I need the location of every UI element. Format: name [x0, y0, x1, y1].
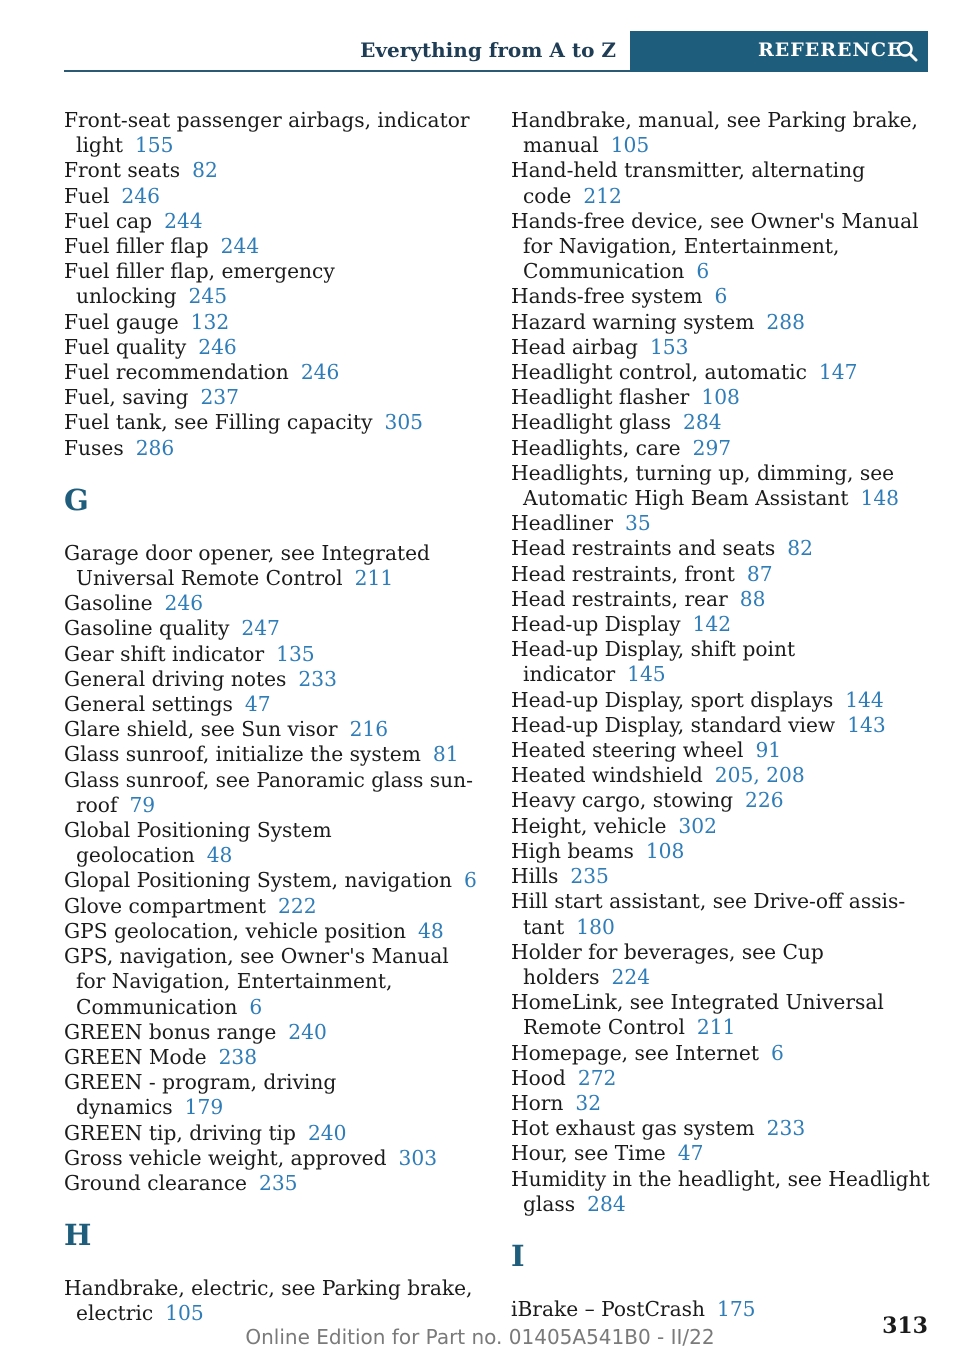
- index-entry: [511, 158, 936, 208]
- index-term: Fuses: [64, 435, 124, 460]
- page-reference-link[interactable]: 47: [244, 692, 271, 717]
- index-entry: [511, 940, 936, 990]
- index-entry: [511, 461, 936, 511]
- index-term: Height, vehicle: [511, 813, 667, 838]
- page-reference-link[interactable]: 233: [298, 666, 337, 691]
- index-entry: [64, 360, 484, 385]
- page-reference-link[interactable]: 233: [766, 1116, 806, 1141]
- index-term: GPS geolocation, vehicle position: [64, 918, 407, 943]
- index-term: Handbrake, electric, see Parking brake, electric: [64, 1276, 473, 1326]
- page-number: 313: [882, 1313, 928, 1339]
- index-term: Handbrake, manual, see Parking brake, manual: [511, 108, 918, 158]
- page-reference-link[interactable]: 244: [164, 208, 203, 233]
- index-term: Hazard warning system: [511, 309, 755, 334]
- page-reference-link[interactable]: 88: [739, 586, 766, 611]
- index-term: Fuel filler flap, emergency unlocking: [64, 259, 335, 309]
- page-reference-link[interactable]: 180: [576, 914, 615, 939]
- index-entry: [511, 410, 936, 435]
- index-entry: [64, 108, 484, 158]
- index-term: Front seats: [64, 158, 181, 183]
- index-term: Head-up Display: [511, 612, 681, 637]
- index-term: Fuel tank, see Filling capacity: [64, 410, 373, 435]
- page-reference-link[interactable]: 153: [649, 334, 689, 359]
- index-entry: [64, 591, 484, 616]
- index-entry: [511, 864, 936, 889]
- page-reference-link[interactable]: 145: [627, 662, 666, 687]
- page-reference-link[interactable]: 147: [818, 360, 858, 385]
- index-term: iBrake – PostCrash: [511, 1296, 705, 1321]
- page-reference-link[interactable]: 155: [134, 133, 174, 158]
- page-reference-link[interactable]: 108: [645, 838, 685, 863]
- index-entry: [64, 1020, 484, 1045]
- index-term: Gear shift indicator: [64, 641, 265, 666]
- index-term: Gasoline: [64, 591, 153, 616]
- page-reference-link[interactable]: 6: [249, 994, 263, 1019]
- index-term: Gasoline quality: [64, 616, 230, 641]
- page-reference-link[interactable]: 148: [860, 486, 900, 511]
- page-reference-link[interactable]: 286: [135, 435, 175, 460]
- index-entry: [511, 360, 936, 385]
- index-entry: [64, 209, 484, 234]
- index-term: HomeLink, see Integrated Universal Remote Control: [511, 990, 884, 1040]
- index-entry: [64, 1171, 484, 1196]
- page-reference-link[interactable]: 211: [696, 1015, 736, 1040]
- page-reference-link[interactable]: 108: [701, 385, 740, 410]
- index-entry: [511, 536, 936, 561]
- index-entry: [511, 637, 936, 687]
- index-entry: [511, 713, 936, 738]
- page-reference-link[interactable]: 237: [200, 385, 239, 410]
- index-term: Garage door opener, see Integrated Universal Remote Control: [64, 540, 430, 591]
- index-term: Fuel gauge: [64, 309, 179, 334]
- page-reference-link[interactable]: 6: [464, 868, 477, 893]
- chapter-title: Everything from A to Z: [360, 38, 616, 62]
- section-letter: H: [64, 1218, 92, 1253]
- page-reference-link[interactable]: 245: [188, 284, 228, 309]
- index-term: Head-up Display, standard view: [511, 712, 836, 737]
- page-reference-link[interactable]: 216: [349, 717, 389, 742]
- index-term: Glass sunroof, see Panoramic glass sunroof: [64, 767, 473, 817]
- index-term: Hand-held transmitter, alternating code: [511, 158, 866, 208]
- page-reference-link[interactable]: 35: [625, 511, 651, 536]
- index-term: Fuel recommendation: [64, 360, 289, 385]
- index-entry: [64, 1146, 484, 1171]
- index-term: Heavy cargo, stowing: [511, 788, 734, 813]
- page-reference-link[interactable]: 81: [432, 742, 459, 767]
- index-term: GREEN bonus range: [64, 1019, 277, 1044]
- index-entry: [511, 839, 936, 864]
- page-reference-link[interactable]: 235: [258, 1170, 298, 1195]
- index-entry: [511, 738, 936, 763]
- reference-tab: [630, 31, 928, 72]
- page-reference-link[interactable]: 6: [714, 284, 728, 309]
- index-term: Glass sunroof, initialize the system: [64, 742, 421, 767]
- index-entry: [511, 385, 936, 410]
- index-entry: [511, 335, 936, 360]
- index-entry: [64, 436, 484, 461]
- index-term: Glopal Positioning System, navigation: [64, 868, 453, 893]
- index-entry: [64, 410, 484, 435]
- index-term: Fuel: [64, 183, 110, 208]
- index-term: Headlight glass: [511, 410, 672, 435]
- page-reference-link[interactable]: 47: [677, 1141, 704, 1166]
- index-term: Headliner: [511, 511, 614, 536]
- index-entry: [64, 310, 484, 335]
- page-reference-link[interactable]: 272: [577, 1065, 617, 1090]
- index-entry: [511, 1141, 936, 1166]
- index-entry: [64, 1276, 484, 1326]
- edition-watermark: Online Edition for Part no. 01405A541B0 - II/22: [245, 1325, 715, 1349]
- index-term: Head-up Display, shift point indicator: [511, 637, 796, 687]
- page-reference-link[interactable]: 297: [692, 435, 732, 460]
- index-term: Glove compartment: [64, 893, 267, 918]
- index-term: Head restraints and seats: [511, 536, 776, 561]
- index-entry: [64, 1121, 484, 1146]
- page-reference-link[interactable]: 246: [198, 334, 237, 359]
- index-term: GREEN - program, driving dynamics: [64, 1070, 337, 1120]
- index-term: Head-up Display, sport displays: [511, 687, 834, 712]
- page-reference-link[interactable]: 205, 208: [714, 763, 805, 788]
- page-reference-link[interactable]: 226: [745, 788, 784, 813]
- index-entry: [64, 335, 484, 360]
- page-reference-link[interactable]: 32: [575, 1090, 602, 1115]
- page-reference-link[interactable]: 238: [218, 1044, 258, 1069]
- index-entry: [64, 868, 484, 893]
- index-entry: [511, 108, 936, 158]
- index-entry: [511, 763, 936, 788]
- page-reference-link[interactable]: 246: [300, 360, 340, 385]
- page-reference-link[interactable]: 6: [696, 259, 710, 284]
- page-reference-link[interactable]: 82: [192, 158, 218, 183]
- index-term: Fuel filler flap: [64, 234, 209, 259]
- page-reference-link[interactable]: 303: [398, 1145, 438, 1170]
- index-entry: [511, 788, 936, 813]
- index-term: Fuel, saving: [64, 385, 189, 410]
- page-reference-link[interactable]: 179: [184, 1095, 224, 1120]
- index-term: Headlight control, automatic: [511, 360, 807, 385]
- page-reference-link[interactable]: 105: [165, 1301, 204, 1326]
- page-reference-link[interactable]: 247: [241, 616, 280, 641]
- index-term: Horn: [511, 1090, 564, 1115]
- page-reference-link[interactable]: 212: [583, 183, 622, 208]
- index-term: GPS, navigation, see Owner's Manual for Navigation, Entertainment, Communication: [64, 944, 449, 1019]
- index-entry: [64, 616, 484, 641]
- page-reference-link[interactable]: 284: [683, 410, 722, 435]
- index-term: GREEN Mode: [64, 1044, 207, 1069]
- index-term: General driving notes: [64, 666, 287, 691]
- index-entry: [511, 612, 936, 637]
- page-reference-link[interactable]: 48: [206, 843, 233, 868]
- index-term: Hills: [511, 864, 559, 889]
- page-reference-link[interactable]: 82: [787, 536, 813, 561]
- index-entry: [64, 234, 484, 259]
- index-entry: [511, 511, 936, 536]
- index-entry: [511, 587, 936, 612]
- page-reference-link[interactable]: 305: [384, 410, 424, 435]
- index-term: Homepage, see Internet: [511, 1040, 759, 1065]
- index-entry: [64, 717, 484, 742]
- index-entry: [64, 919, 484, 944]
- page-reference-link[interactable]: 224: [611, 964, 651, 989]
- index-entry: [511, 1167, 936, 1217]
- index-entry: [511, 1066, 936, 1091]
- index-entry: [64, 1070, 484, 1120]
- page-reference-link[interactable]: 6: [770, 1040, 784, 1065]
- index-column-right: [511, 108, 936, 1322]
- page-reference-link[interactable]: 144: [845, 687, 884, 712]
- index-entry: [511, 1041, 936, 1066]
- header-rule: [64, 70, 630, 72]
- index-term: Hill start assistant, see Drive-off assistant: [511, 889, 906, 939]
- index-entry: [64, 184, 484, 209]
- index-term: Hands-free device, see Owner's Manual for Navigation, Entertainment, Communication: [511, 208, 919, 284]
- index-entry: [64, 667, 484, 692]
- index-entry: [64, 768, 484, 818]
- page-reference-link[interactable]: 284: [587, 1191, 626, 1216]
- page-reference-link[interactable]: 240: [307, 1120, 347, 1145]
- index-term: Headlights, turning up, dimming, see Automatic High Beam Assistant: [511, 460, 895, 511]
- index-term: Hour, see Time: [511, 1141, 666, 1166]
- page-reference-link[interactable]: 244: [220, 234, 260, 259]
- index-entry: [511, 1091, 936, 1116]
- index-term: Holder for beverages, see Cup holders: [511, 939, 824, 989]
- index-term: Head airbag: [511, 334, 638, 359]
- index-entry: [64, 944, 484, 1020]
- index-term: Fuel cap: [64, 208, 153, 233]
- index-entry: [64, 692, 484, 717]
- page-reference-link[interactable]: 240: [288, 1019, 327, 1044]
- index-term: Hot exhaust gas system: [511, 1116, 755, 1141]
- page-reference-link[interactable]: 222: [278, 893, 317, 918]
- index-entry: [64, 642, 484, 667]
- index-entry: [64, 894, 484, 919]
- reference-tab-label: REFERENCE: [758, 39, 903, 61]
- page-reference-link[interactable]: 211: [354, 566, 394, 591]
- page-reference-link[interactable]: 235: [570, 864, 609, 889]
- index-entry: [511, 990, 936, 1040]
- index-entry: [511, 284, 936, 309]
- index-entry: [511, 889, 936, 939]
- magnifier-icon: [896, 40, 918, 62]
- index-entry: [64, 1045, 484, 1070]
- section-letter: I: [511, 1238, 525, 1273]
- index-term: Head restraints, front: [511, 561, 735, 586]
- index-term: Headlight flasher: [511, 385, 690, 410]
- index-entry: [511, 814, 936, 839]
- page-reference-link[interactable]: 48: [418, 918, 444, 943]
- index-entry: [511, 310, 936, 335]
- index-term: General settings: [64, 692, 233, 717]
- page-reference-link[interactable]: 79: [129, 792, 156, 817]
- index-term: Head restraints, rear: [511, 586, 728, 611]
- index-entry: [64, 259, 484, 309]
- index-term: Heated steering wheel: [511, 738, 744, 763]
- index-entry: [511, 1297, 936, 1322]
- index-term: Global Positioning System geolocation: [64, 818, 332, 868]
- page-reference-link[interactable]: 142: [692, 612, 732, 637]
- index-entry: [64, 818, 484, 868]
- page-reference-link[interactable]: 288: [766, 309, 805, 334]
- index-term: High beams: [511, 838, 634, 863]
- index-term: Ground clearance: [64, 1170, 247, 1195]
- page-reference-link[interactable]: 143: [847, 712, 886, 737]
- index-term: Gross vehicle weight, approved: [64, 1145, 387, 1170]
- index-term: Glare shield, see Sun visor: [64, 717, 338, 742]
- index-term: Fuel quality: [64, 334, 187, 359]
- page-header: [64, 31, 928, 71]
- index-term: Headlights, care: [511, 435, 681, 460]
- index-entry: [511, 436, 936, 461]
- index-entry: [64, 385, 484, 410]
- index-term: Front-seat passenger airbags, indicator light: [64, 108, 470, 158]
- index-entry: [511, 1116, 936, 1141]
- index-term: Hands-free system: [511, 284, 703, 309]
- index-term: Hood: [511, 1065, 566, 1090]
- page-reference-link[interactable]: 132: [190, 309, 230, 334]
- index-term: Humidity in the headlight, see Headlight glass: [511, 1166, 930, 1216]
- page-reference-link[interactable]: 91: [755, 738, 782, 763]
- index-term: Heated windshield: [511, 763, 703, 788]
- page-reference-link[interactable]: 246: [164, 591, 204, 616]
- index-entry: [64, 742, 484, 767]
- index-entry: [511, 688, 936, 713]
- index-column-left: [64, 108, 484, 1327]
- page-reference-link[interactable]: 87: [746, 561, 773, 586]
- index-entry: [511, 209, 936, 285]
- index-entry: [511, 562, 936, 587]
- page-reference-link[interactable]: 105: [610, 133, 650, 158]
- index-term: GREEN tip, driving tip: [64, 1120, 296, 1145]
- index-entry: [64, 158, 484, 183]
- page-reference-link[interactable]: 135: [276, 641, 315, 666]
- page-reference-link[interactable]: 175: [716, 1296, 756, 1321]
- index-entry: [64, 541, 484, 591]
- page-reference-link[interactable]: 302: [678, 813, 717, 838]
- section-letter: G: [64, 482, 89, 517]
- page-reference-link[interactable]: 246: [121, 183, 160, 208]
